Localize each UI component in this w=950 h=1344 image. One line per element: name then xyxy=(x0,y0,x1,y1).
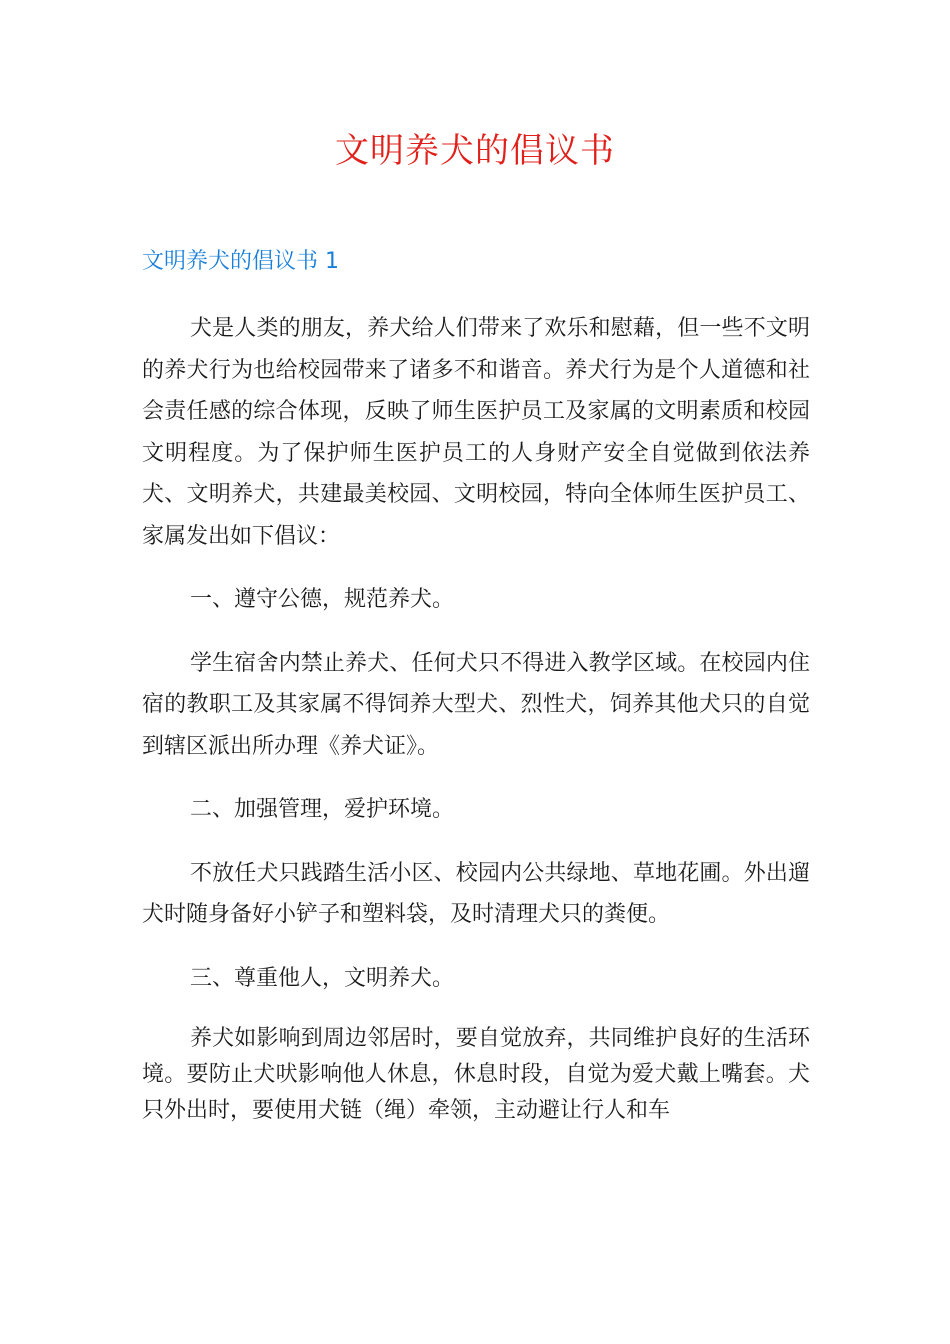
paragraph-point-1-body: 学生宿舍内禁止养犬、任何犬只不得进入教学区域。在校园内住宿的教职工及其家属不得饲养大型犬、烈性犬，饲养其他犬只的自觉到辖区派出所办理《养犬证》。 xyxy=(142,650,810,759)
paragraph-point-2-body: 不放任犬只践踏生活小区、校园内公共绿地、草地花圃。外出遛犬时随身备好小铲子和塑料袋，及时清理犬只的粪便。 xyxy=(142,860,810,927)
paragraph-intro: 犬是人类的朋友，养犬给人们带来了欢乐和慰藉，但一些不文明的养犬行为也给校园带来了诸多不和谐音。养犬行为是个人道德和社会责任感的综合体现，反映了师生医护员工及家属的文明素质和校园文明程度。为了保护师生医护员工的人身财产安全自觉做到依法养犬、文明养犬，共建最美校园、文明校园，特向全体师生医护员工、家属发出如下倡议： xyxy=(142,316,810,549)
paragraph-point-2-heading: 二、加强管理，爱护环境。 xyxy=(190,797,455,822)
document-body xyxy=(142,308,810,1129)
paragraph-point-3-body: 养犬如影响到周边邻居时，要自觉放弃，共同维护良好的生活环境。要防止犬吠影响他人休息，休息时段，自觉为爱犬戴上嘴套。犬只外出时，要使用犬链（绳）牵领，主动避让行人和车 xyxy=(142,1026,810,1123)
section-heading: 文明养犬的倡议书 1 xyxy=(142,249,339,274)
paragraph-point-1-heading: 一、遵守公德，规范养犬。 xyxy=(190,587,455,612)
paragraph-point-3-heading: 三、尊重他人，文明养犬。 xyxy=(190,965,455,991)
document-title: 文明养犬的倡议书 xyxy=(335,131,615,171)
